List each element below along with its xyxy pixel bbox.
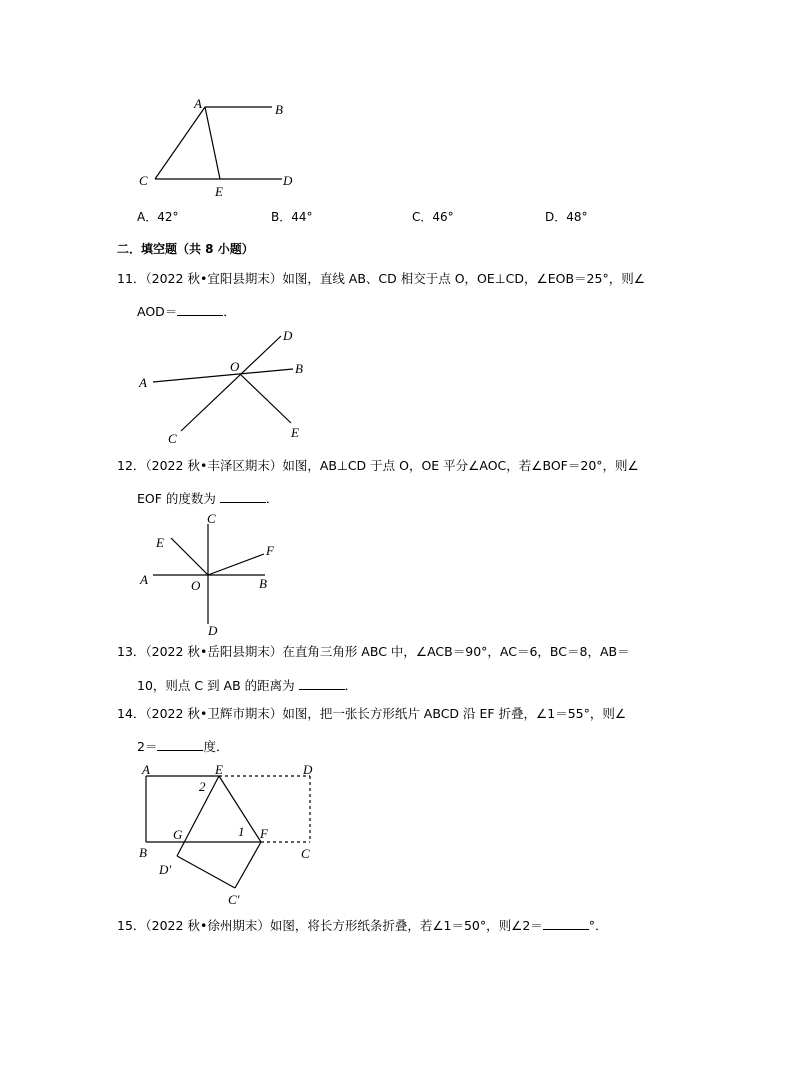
question-12-line2 xyxy=(137,490,278,506)
folded-ed xyxy=(177,776,219,856)
label-g: G xyxy=(173,827,183,842)
figure-q10 xyxy=(130,92,310,202)
label-1: 1 xyxy=(238,824,245,839)
label-e: E xyxy=(291,425,299,440)
label-e: E xyxy=(215,184,223,199)
label-d: D xyxy=(283,328,293,343)
option-a: A．42° xyxy=(137,210,179,224)
q12-text-pre: EOF 的度数为 xyxy=(137,491,220,506)
label-f: F xyxy=(266,543,274,558)
question-11-line1: 11．（2022 秋•宜阳县期末）如图，直线 AB、CD 相交于点 O，OE⊥CD，∠EOB＝25°，则∠ xyxy=(117,271,645,286)
label-o: O xyxy=(191,578,201,593)
label-o: O xyxy=(230,359,240,374)
label-b: B xyxy=(259,576,267,591)
question-14-line2 xyxy=(137,738,228,754)
q14-text-pre: 2＝ xyxy=(137,739,158,754)
q14-text-post: 度． xyxy=(203,739,229,754)
q13-text-post: ． xyxy=(344,678,358,693)
question-13-line1: 13．（2022 秋•岳阳县期末）在直角三角形 ABC 中，∠ACB＝90°，AC＝6，BC＝8，AB＝ xyxy=(117,644,630,659)
figure-q14 xyxy=(133,758,333,906)
label-a: A xyxy=(194,96,202,111)
label-2: 2 xyxy=(199,779,206,794)
folded-cf xyxy=(235,842,261,888)
label-b: B xyxy=(139,845,147,860)
question-14-line1: 14．（2022 秋•卫辉市期末）如图，把一张长方形纸片 ABCD 沿 EF 折叠，∠1＝55°，则∠ xyxy=(117,706,627,721)
option-c: C．46° xyxy=(412,210,454,224)
question-11-line2 xyxy=(137,303,236,319)
q11-text-pre: AOD＝ xyxy=(137,304,178,319)
label-b: B xyxy=(275,102,283,117)
answer-blank-14[interactable] xyxy=(157,738,203,751)
label-c: C xyxy=(139,173,148,188)
label-d: D xyxy=(303,762,313,777)
q15-text-post: °． xyxy=(588,918,608,933)
label-f: F xyxy=(260,826,268,841)
segment-ac xyxy=(155,107,205,179)
label-c: C xyxy=(301,846,310,861)
label-c: C xyxy=(168,431,177,446)
figure-q11 xyxy=(133,325,318,450)
label-d-prime: D′ xyxy=(159,862,172,877)
label-c-prime: C′ xyxy=(228,892,240,906)
label-c: C xyxy=(207,512,216,526)
label-e: E xyxy=(156,535,164,550)
option-b: B．44° xyxy=(271,210,313,224)
label-a: A xyxy=(140,572,148,587)
line-ab xyxy=(153,369,293,382)
option-d: D．48° xyxy=(545,210,588,224)
answer-blank-12[interactable] xyxy=(220,490,266,503)
label-a: A xyxy=(142,762,150,777)
folded-dc xyxy=(177,856,235,888)
question-12-line1: 12．（2022 秋•丰泽区期末）如图，AB⊥CD 于点 O，OE 平分∠AOC，若∠BOF＝20°，则∠ xyxy=(117,458,639,473)
ray-oe xyxy=(171,538,208,575)
question-15-line1 xyxy=(117,917,608,933)
answer-blank-11[interactable] xyxy=(177,303,223,316)
question-13-line2 xyxy=(137,677,357,693)
label-a: A xyxy=(139,375,147,390)
label-d: D xyxy=(283,173,293,188)
figure-q12 xyxy=(133,512,283,640)
ray-of xyxy=(208,554,264,575)
q12-text-post: ． xyxy=(265,491,279,506)
section-title: 二．填空题（共 8 小题） xyxy=(117,242,254,256)
q15-text-pre: 15．（2022 秋•徐州期末）如图，将长方形纸条折叠，若∠1＝50°，则∠2＝ xyxy=(117,918,543,933)
ray-oe xyxy=(241,375,291,423)
label-d: D xyxy=(208,623,218,638)
line-cd xyxy=(181,336,281,431)
label-e: E xyxy=(215,762,223,777)
q11-text-post: ． xyxy=(223,304,236,319)
answer-blank-15[interactable] xyxy=(543,917,589,930)
segment-ae xyxy=(205,107,220,179)
q13-text-pre: 10，则点 C 到 AB 的距离为 xyxy=(137,678,299,693)
answer-blank-13[interactable] xyxy=(299,677,345,690)
label-b: B xyxy=(295,361,303,376)
